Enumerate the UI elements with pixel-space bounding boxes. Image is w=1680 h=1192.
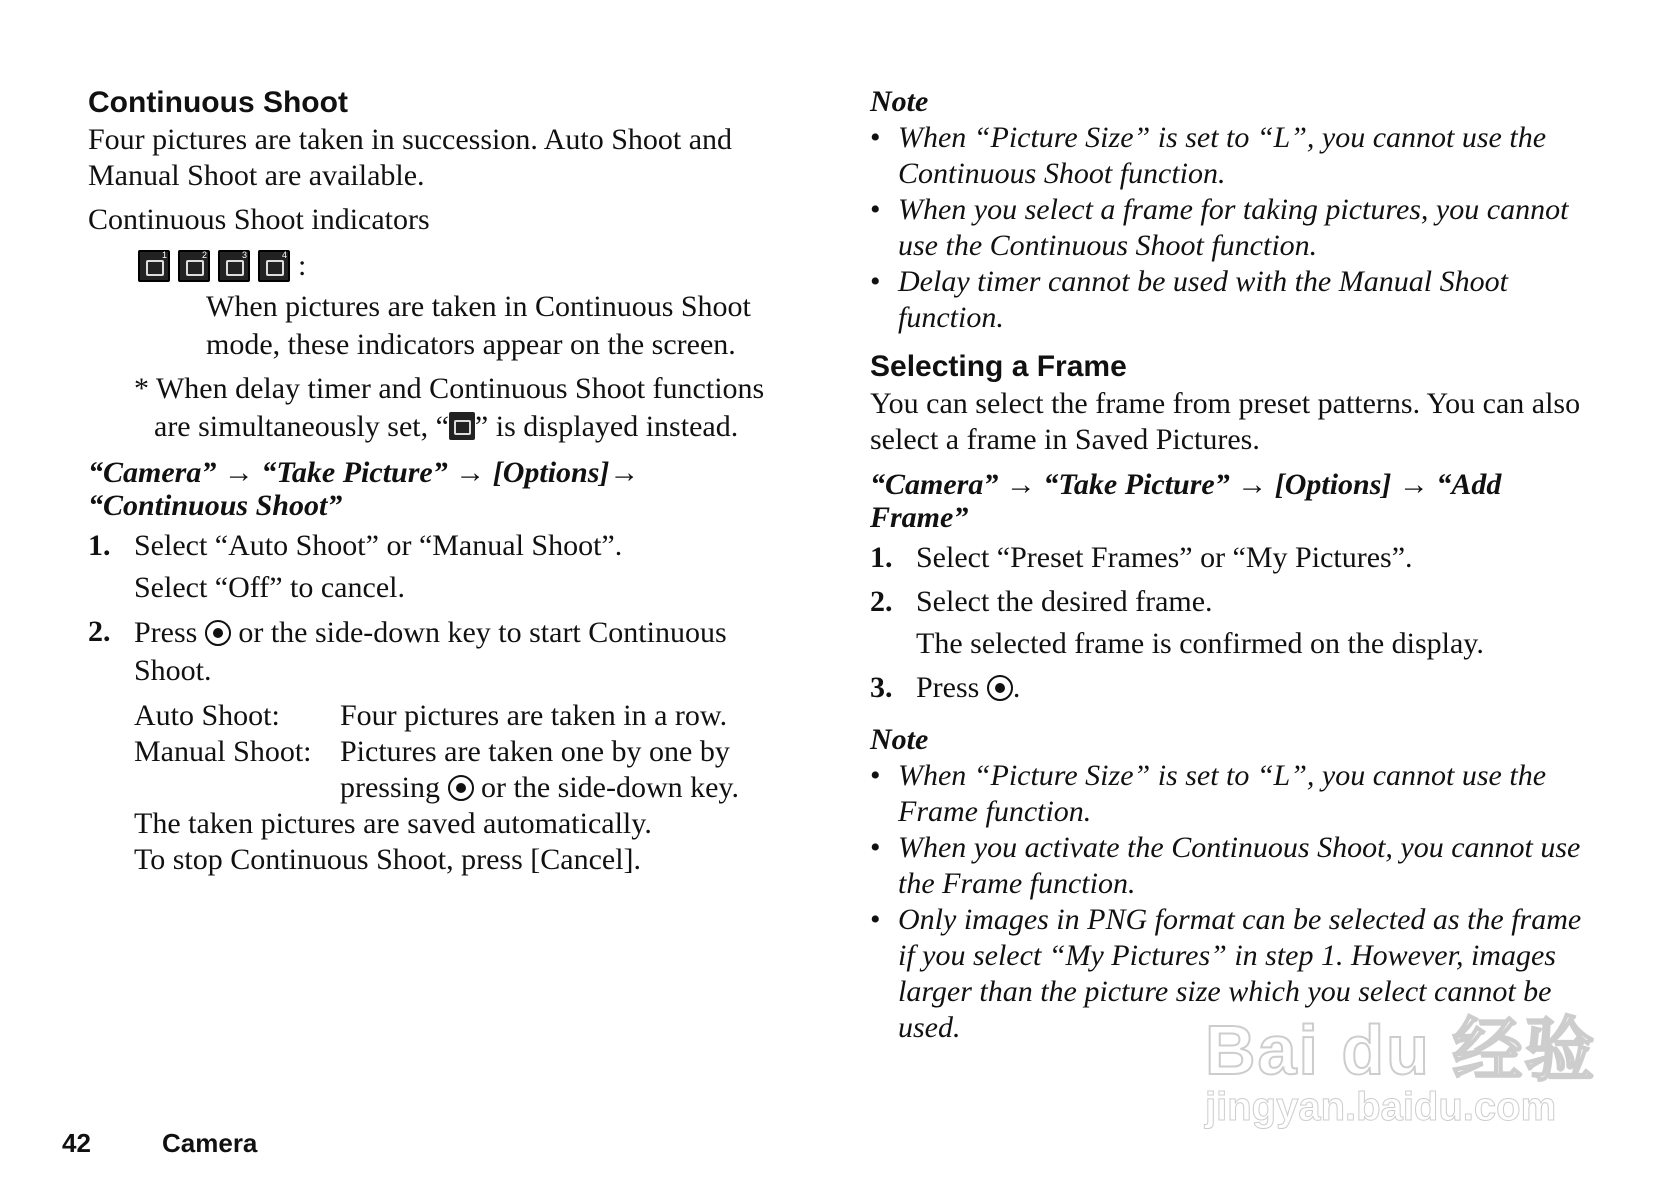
auto-shoot-description: Four pictures are taken in a row. — [340, 699, 728, 732]
continuous-shoot-4-icon: 4 — [258, 250, 290, 282]
note-item: • When “Picture Size” is set to “L”, you cannot use the Frame function. — [870, 758, 1590, 830]
indicators-description: When pictures are taken in Continuous Shoot mode, these indicators appear on the screen. — [206, 290, 751, 361]
step-number: 1. — [88, 529, 111, 562]
manual-shoot-description: Pictures are taken one by one by pressing or the side-down key. — [340, 735, 739, 804]
frame-step-2-text: Select the desired frame. — [916, 585, 1213, 618]
baidu-watermark — [1205, 1011, 1597, 1129]
note-item: • When “Picture Size” is set to “L”, you cannot use the Continuous Shoot function. — [870, 120, 1590, 192]
manual-shoot-label: Manual Shoot: — [134, 735, 312, 768]
continuous-shoot-3-icon: 3 — [218, 250, 250, 282]
intro-paragraph: Four pictures are taken in succession. Auto Shoot and Manual Shoot are available. — [88, 123, 733, 192]
asterisk-note-tail: ” is displayed instead. — [474, 410, 739, 443]
watermark-url: jingyan.baidu.com — [1205, 1085, 1557, 1129]
step-number: 1. — [870, 541, 893, 574]
footer-section-title: Camera — [162, 1128, 258, 1158]
step-number: 2. — [88, 615, 111, 648]
section-heading-selecting-frame: Selecting a Frame — [870, 350, 1127, 383]
indicators-label: Continuous Shoot indicators — [88, 203, 430, 236]
step-number: 3. — [870, 671, 893, 704]
frame-step-3 — [870, 670, 1590, 706]
step-2 — [88, 614, 798, 690]
note-heading-2: Note — [870, 723, 929, 756]
step-1-text: Select “Auto Shoot” or “Manual Shoot”. — [134, 529, 623, 562]
note-item: • When you select a frame for taking pictures, you cannot use the Continuous Shoot function. — [870, 192, 1590, 264]
auto-shoot-label: Auto Shoot: — [134, 699, 280, 732]
watermark-brand: Bai du 经验 — [1205, 1011, 1597, 1089]
frame-step-2-subtext: The selected frame is confirmed on the display. — [916, 627, 1484, 660]
step-1 — [88, 528, 798, 606]
frame-step-1 — [870, 540, 1590, 576]
note-item: • When you activate the Continuous Shoot, you cannot use the Frame function. — [870, 830, 1590, 902]
center-key-icon — [987, 675, 1013, 701]
continuous-shoot-1-icon: 1 — [138, 250, 170, 282]
shoot-mode-definitions — [134, 698, 798, 806]
center-key-icon — [448, 775, 474, 801]
note-item: • Delay timer cannot be used with the Manual Shoot function. — [870, 264, 1590, 336]
frame-intro: You can select the frame from preset patterns. You can also select a frame in Saved Pictures. — [870, 387, 1581, 456]
frame-menu-path: “Camera” → “Take Picture” → [Options] → “Add Frame” — [870, 468, 1502, 534]
page-number: 42 — [62, 1128, 91, 1158]
asterisk-note — [134, 370, 798, 446]
frame-step-2 — [870, 584, 1590, 662]
note-item: • Only images in PNG format can be selected as the frame if you select “My Pictures” in step 1. However, images larger than the picture size which you select cannot be used. — [870, 902, 1590, 1046]
note-heading-1: Note — [870, 85, 929, 118]
stop-note: To stop Continuous Shoot, press [Cancel]. — [134, 843, 642, 876]
step-1-subtext: Select “Off” to cancel. — [134, 571, 405, 604]
left-column — [88, 84, 798, 878]
frame-step-3-text: Press . — [916, 671, 1021, 704]
indicator-icons — [138, 248, 798, 284]
section-heading-continuous-shoot: Continuous Shoot — [88, 86, 348, 119]
note-list-2 — [870, 758, 1590, 1046]
right-column — [870, 84, 1590, 1046]
delay-continuous-shoot-icon — [449, 412, 475, 440]
frame-steps-list — [870, 540, 1590, 706]
continuous-shoot-2-icon: 2 — [178, 250, 210, 282]
step-number: 2. — [870, 585, 893, 618]
steps-list — [88, 528, 798, 690]
saved-note: The taken pictures are saved automatically. — [134, 807, 652, 840]
note-list-1 — [870, 120, 1590, 336]
menu-path: “Camera” → “Take Picture” → [Options]→ “Continuous Shoot” — [88, 456, 640, 522]
indicators-colon: : — [298, 249, 307, 282]
asterisk-note-text: * When delay timer and Continuous Shoot functions are simultaneously set, “ — [134, 372, 765, 443]
step-2-text: Press or the side-down key to start Continuous Shoot. — [134, 616, 727, 687]
frame-step-1-text: Select “Preset Frames” or “My Pictures”. — [916, 541, 1413, 574]
center-key-icon — [205, 620, 231, 646]
